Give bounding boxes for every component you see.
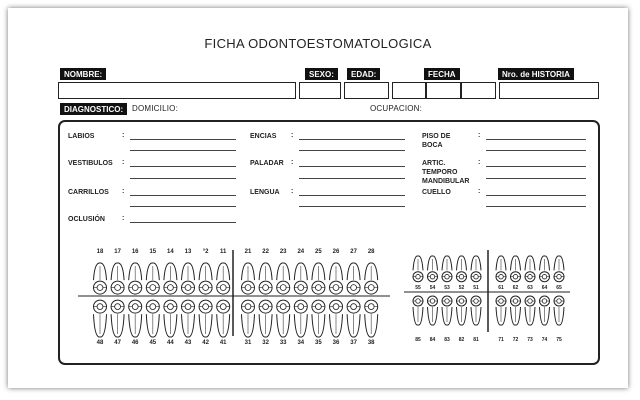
primary-upper-tooth[interactable] <box>413 256 423 282</box>
primary-upper-tooth[interactable] <box>525 256 535 282</box>
upper-tooth[interactable] <box>347 263 360 294</box>
fecha-label: FECHA <box>424 68 460 80</box>
upper-tooth[interactable] <box>294 263 307 294</box>
tooth-number: 84 <box>429 337 436 343</box>
tooth-number: 61 <box>498 285 504 291</box>
primary-lower-tooth[interactable] <box>496 296 506 325</box>
primary-upper-tooth[interactable] <box>511 256 521 282</box>
artic-line1: ARTIC. <box>422 160 446 167</box>
tooth-number: 41 <box>219 340 227 346</box>
tooth-number: 52 <box>458 285 465 291</box>
primary-lower-tooth[interactable] <box>471 296 481 325</box>
tooth-number: 17 <box>114 249 121 255</box>
lower-tooth[interactable] <box>347 300 360 337</box>
tooth-number: 42 <box>202 340 209 346</box>
tooth-number: 27 <box>350 249 357 255</box>
tooth-number: 31 <box>244 340 252 346</box>
artic-line3: MANDIBULAR <box>422 178 470 185</box>
upper-tooth[interactable] <box>111 263 124 294</box>
diagnostico-label: DIAGNOSTICO: <box>60 103 127 115</box>
lower-tooth[interactable] <box>164 300 177 337</box>
lower-tooth[interactable] <box>312 300 325 337</box>
tooth-number: 44 <box>167 340 174 346</box>
upper-tooth[interactable] <box>365 263 378 294</box>
tooth-number: 18 <box>96 249 104 255</box>
tooth-number: 64 <box>541 285 548 291</box>
labios-label: LABIOS <box>68 133 95 140</box>
lower-tooth[interactable] <box>129 300 142 337</box>
tooth-number: °2 <box>202 249 209 255</box>
tooth-number: 11 <box>220 249 227 255</box>
tooth-number: 14 <box>167 249 174 255</box>
tooth-number: 26 <box>332 249 340 255</box>
form-title: FICHA ODONTOESTOMATOLOGICA <box>204 36 432 51</box>
lower-tooth[interactable] <box>111 300 124 337</box>
paladar-label: PALADAR <box>250 160 284 167</box>
tooth-number: 74 <box>541 337 548 343</box>
lower-tooth[interactable] <box>294 300 307 337</box>
colon: : <box>478 132 481 139</box>
tooth-number: 22 <box>262 249 269 255</box>
tooth-number: 75 <box>556 337 562 343</box>
primary-upper-tooth[interactable] <box>540 256 550 282</box>
colon: : <box>478 188 481 195</box>
primary-lower-tooth[interactable] <box>540 296 550 325</box>
tooth-number: 48 <box>96 340 104 346</box>
colon: : <box>478 159 481 166</box>
tooth-number: 37 <box>350 340 357 346</box>
tooth-number: 82 <box>458 337 465 343</box>
tooth-number: 63 <box>527 285 533 291</box>
tooth-number: 16 <box>131 249 139 255</box>
fecha-month-field[interactable] <box>426 82 461 99</box>
colon: : <box>122 132 125 139</box>
tooth-number: 24 <box>297 249 305 255</box>
lower-tooth[interactable] <box>242 300 255 337</box>
edad-field[interactable] <box>344 82 389 99</box>
primary-upper-tooth[interactable] <box>457 256 467 282</box>
lower-tooth[interactable] <box>330 300 343 337</box>
tooth-number: 55 <box>415 285 421 291</box>
oclusion-label: OCLUSIÓN <box>68 216 105 223</box>
tooth-number: 25 <box>315 249 322 255</box>
fecha-year-field[interactable] <box>461 82 496 99</box>
lower-tooth[interactable] <box>365 300 378 337</box>
encias-label: ENCIAS <box>250 133 277 140</box>
carrillos-label: CARRILLOS <box>68 189 109 196</box>
primary-upper-tooth[interactable] <box>471 256 481 282</box>
tooth-number: 51 <box>473 285 479 291</box>
nombre-label: NOMBRE: <box>60 68 106 80</box>
upper-tooth[interactable] <box>164 263 177 294</box>
piso-boca-line2: BOCA <box>422 142 443 149</box>
cuello-label: CUELLO <box>422 189 451 196</box>
colon: : <box>291 188 294 195</box>
upper-tooth[interactable] <box>146 263 159 294</box>
primary-upper-tooth[interactable] <box>496 256 506 282</box>
sexo-field[interactable] <box>299 82 341 99</box>
tooth-number: 33 <box>279 340 287 346</box>
colon: : <box>291 159 294 166</box>
tooth-number: 34 <box>297 340 305 346</box>
odontogram <box>60 122 598 363</box>
tooth-number: 71 <box>498 337 504 343</box>
tooth-number: 53 <box>444 285 450 291</box>
lower-tooth[interactable] <box>146 300 159 337</box>
primary-lower-tooth[interactable] <box>428 296 438 325</box>
lower-tooth[interactable] <box>182 300 195 337</box>
primary-lower-tooth[interactable] <box>457 296 467 325</box>
upper-tooth[interactable] <box>94 263 107 294</box>
tooth-number: 47 <box>114 340 121 346</box>
tooth-number: 28 <box>367 249 375 255</box>
primary-upper-tooth[interactable] <box>428 256 438 282</box>
artic-line2: TEMPORO <box>422 169 458 176</box>
examination-panel <box>58 120 600 365</box>
colon: : <box>122 188 125 195</box>
tooth-number: 46 <box>131 340 139 346</box>
vestibulos-label: VESTIBULOS <box>68 160 113 167</box>
tooth-number: 73 <box>527 337 533 343</box>
tooth-number: 45 <box>149 340 157 346</box>
piso-boca-line1: PISO DE <box>422 133 451 140</box>
tooth-number: 62 <box>512 285 519 291</box>
edad-label: EDAD: <box>347 68 380 80</box>
lower-tooth[interactable] <box>277 300 290 337</box>
tooth-number: 81 <box>473 337 479 343</box>
tooth-number: 83 <box>444 337 450 343</box>
primary-upper-tooth[interactable] <box>554 256 564 282</box>
tooth-number: 35 <box>315 340 322 346</box>
tooth-number: 32 <box>262 340 269 346</box>
tooth-number: 43 <box>184 340 192 346</box>
primary-lower-tooth[interactable] <box>413 296 423 325</box>
historia-label: Nro. de HISTORIA <box>498 68 574 80</box>
primary-lower-tooth[interactable] <box>442 296 452 325</box>
ocupacion-label: OCUPACION: <box>370 104 423 113</box>
primary-lower-tooth[interactable] <box>511 296 521 325</box>
fecha-day-field[interactable] <box>392 82 426 99</box>
upper-tooth[interactable] <box>330 263 343 294</box>
upper-tooth[interactable] <box>129 263 142 294</box>
tooth-number: 36 <box>332 340 340 346</box>
upper-tooth[interactable] <box>259 263 272 294</box>
colon: : <box>291 132 294 139</box>
lower-tooth[interactable] <box>199 300 212 337</box>
lengua-label: LENGUA <box>250 189 280 196</box>
tooth-number: 54 <box>429 285 436 291</box>
nombre-field[interactable] <box>58 82 296 99</box>
tooth-number: 85 <box>415 337 421 343</box>
historia-field[interactable] <box>499 82 599 99</box>
dental-record-sheet <box>8 8 628 388</box>
upper-tooth[interactable] <box>277 263 290 294</box>
tooth-number: 13 <box>184 249 192 255</box>
lower-tooth[interactable] <box>259 300 272 337</box>
upper-tooth[interactable] <box>312 263 325 294</box>
colon: : <box>122 159 125 166</box>
tooth-number: 65 <box>556 285 562 291</box>
lower-tooth[interactable] <box>94 300 107 337</box>
tooth-number: 23 <box>279 249 287 255</box>
upper-tooth[interactable] <box>182 263 195 294</box>
primary-lower-tooth[interactable] <box>525 296 535 325</box>
sexo-label: SEXO: <box>305 68 338 80</box>
upper-tooth[interactable] <box>217 263 230 294</box>
tooth-number: 15 <box>149 249 157 255</box>
upper-tooth[interactable] <box>199 263 212 294</box>
primary-lower-tooth[interactable] <box>554 296 564 325</box>
domicilio-label: DOMICILIO: <box>132 104 179 113</box>
lower-tooth[interactable] <box>217 300 230 337</box>
tooth-number: 38 <box>367 340 375 346</box>
primary-upper-tooth[interactable] <box>442 256 452 282</box>
tooth-number: 72 <box>512 337 519 343</box>
colon: : <box>122 215 125 222</box>
tooth-number: 21 <box>244 249 252 255</box>
upper-tooth[interactable] <box>242 263 255 294</box>
